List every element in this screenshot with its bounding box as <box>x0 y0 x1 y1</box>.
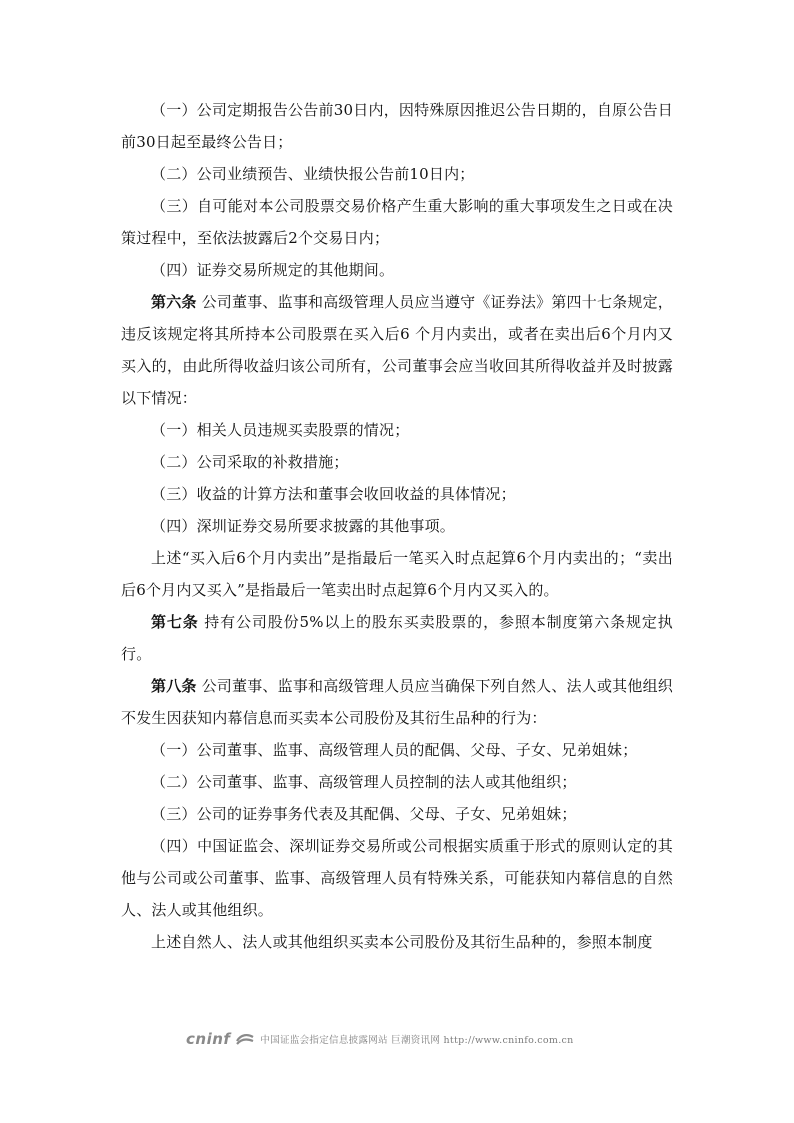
paragraph-text: （二）公司董事、监事、高级管理人员控制的法人或其他组织； <box>151 773 577 791</box>
paragraph-text: 上述“买入后6个月内卖出”是指最后一笔买入时点起算6个月内卖出的；“卖出后6个月内又买入”是指最后一笔卖出时点起算6个月内又买入的。 <box>121 549 673 599</box>
cninf-logo: cninf <box>186 1030 231 1048</box>
paragraph-4 <box>121 254 673 286</box>
paragraph-13 <box>121 734 673 766</box>
paragraph-text: 公司董事、监事和高级管理人员应当确保下列自然人、法人或其他组织不发生因获知内幕信息而买卖本公司股份及其衍生品种的行为： <box>121 677 673 727</box>
paragraph-text: 公司董事、监事和高级管理人员应当遵守《证券法》第四十七条规定，违反该规定将其所持本公司股票在买入后6 个月内卖出，或者在卖出后6个月内又买入的，由此所得收益归该公司所有，公司董事会应当收回其所得收益并及时披露以下情况： <box>121 293 673 407</box>
article-heading: 第六条 <box>151 293 197 311</box>
document-body <box>121 94 673 958</box>
article-heading: 第八条 <box>151 677 197 695</box>
paragraph-7 <box>121 446 673 478</box>
paragraph-text: 持有公司股份5%以上的股东买卖股票的，参照本制度第六条规定执行。 <box>121 613 673 663</box>
cninfo-swoosh-icon <box>236 1032 254 1046</box>
article-6 <box>121 286 673 414</box>
paragraph-text: （一）公司董事、监事、高级管理人员的配偶、父母、子女、兄弟姐妹； <box>151 741 638 759</box>
paragraph-6 <box>121 414 673 446</box>
paragraph-text: （一）相关人员违规买卖股票的情况； <box>151 421 410 439</box>
page-footer <box>186 1028 574 1050</box>
paragraph-text: （三）自可能对本公司股票交易价格产生重大影响的重大事项发生之日或在决策过程中，至依法披露后2个交易日内； <box>121 197 673 247</box>
paragraph-10 <box>121 542 673 606</box>
paragraph-2 <box>121 158 673 190</box>
paragraph-text: （二）公司业绩预告、业绩快报公告前10日内； <box>151 165 475 183</box>
paragraph-text: （三）公司的证券事务代表及其配偶、父母、子女、兄弟姐妹； <box>151 805 577 823</box>
paragraph-text: （三）收益的计算方法和董事会收回收益的具体情况； <box>151 485 516 503</box>
article-8 <box>121 670 673 734</box>
footer-site-text: 中国证监会指定信息披露网站 巨潮资讯网 http://www.cninfo.com.cn <box>260 1035 574 1046</box>
paragraph-text: （四）证券交易所规定的其他期间。 <box>151 261 395 279</box>
paragraph-text: （四）中国证监会、深圳证券交易所或公司根据实质重于形式的原则认定的其他与公司或公司董事、监事、高级管理人员有特殊关系，可能获知内幕信息的自然人、法人或其他组织。 <box>121 837 673 919</box>
paragraph-text: （二）公司采取的补救措施； <box>151 453 349 471</box>
paragraph-17 <box>121 926 673 958</box>
paragraph-text: 上述自然人、法人或其他组织买卖本公司股份及其衍生品种的，参照本制度 <box>151 933 653 951</box>
paragraph-text: （四）深圳证券交易所要求披露的其他事项。 <box>151 517 456 535</box>
article-7 <box>121 606 673 670</box>
article-heading: 第七条 <box>151 613 199 631</box>
paragraph-16 <box>121 830 673 926</box>
paragraph-text: （一）公司定期报告公告前30日内，因特殊原因推迟公告日期的，自原公告日前30日起至最终公告日； <box>121 101 673 151</box>
paragraph-9 <box>121 510 673 542</box>
paragraph-3 <box>121 190 673 254</box>
paragraph-8 <box>121 478 673 510</box>
paragraph-14 <box>121 766 673 798</box>
paragraph-1 <box>121 94 673 158</box>
paragraph-15 <box>121 798 673 830</box>
